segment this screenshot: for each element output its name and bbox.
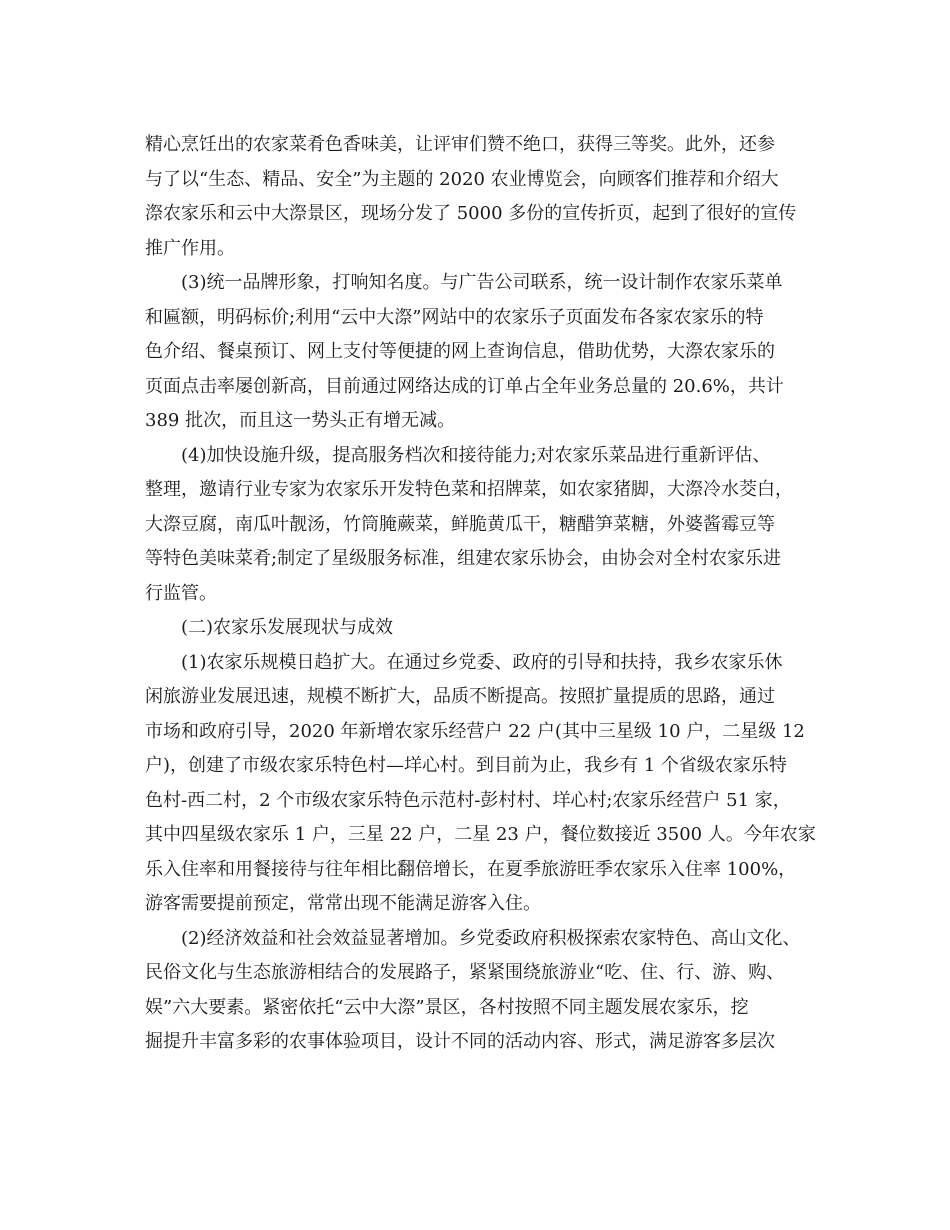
text-line: 其中四星级农家乐 1 户，三星 22 户，二星 23 户，餐位数接近 3500 人。今年农家	[145, 824, 816, 845]
paragraph-facility-upgrade	[145, 439, 805, 612]
text-line: 整理，邀请行业专家为农家乐开发特色菜和招牌菜，如农家猪脚，大漈冷水茭白，	[145, 479, 793, 500]
text-line: 色村-西二村，2 个市级农家乐特色示范村-彭村村、垟心村;农家乐经营户 51 家，	[145, 789, 791, 811]
text-line: 389 批次，而且这一势头正有增无减。	[145, 410, 456, 431]
text-line: (1)农家乐规模日趋扩大。在通过乡党委、政府的引导和扶持，我乡农家乐休	[181, 651, 783, 673]
text-line: 民俗文化与生态旅游相结合的发展路子，紧紧围绕旅游业“吃、住、行、游、购、	[145, 962, 785, 983]
text-line: 推广作用。	[145, 237, 235, 259]
text-line: (4)加快设施升级，提高服务档次和接待能力;对农家乐菜品进行重新评估、	[181, 444, 771, 466]
paragraph-economic-benefits	[145, 922, 805, 1060]
text-line: 页面点击率屡创新高，目前通过网络达成的订单占全年业务总量的 20.6%，共计	[145, 375, 784, 397]
document-body	[145, 128, 816, 1060]
text-line: 市场和政府引导，2020 年新增农家乐经营户 22 户(其中三星级 10 户，二星级 12	[145, 720, 805, 742]
paragraph-scale-expansion	[145, 646, 816, 922]
text-line: (2)经济效益和社会效益显著增加。乡党委政府积极探索农家特色、高山文化、	[181, 927, 801, 949]
text-line: (3)统一品牌形象，打响知名度。与广告公司联系，统一设计制作农家乐菜单	[181, 272, 783, 293]
section-heading	[145, 611, 805, 646]
text-line: 漈农家乐和云中大漈景区，现场分发了 5000 多份的宣传折页，起到了很好的宣传	[145, 203, 797, 224]
heading-text: (二)农家乐发展现状与成效	[181, 617, 394, 638]
text-line: 行监管。	[145, 582, 217, 604]
text-line: 大漈豆腐，南瓜叶靓汤，竹筒腌蕨菜，鲜脆黄瓜干，糖醋笋菜糖，外婆酱霉豆等	[145, 513, 775, 535]
text-line: 等特色美味菜肴;制定了星级服务标准，组建农家乐协会，由协会对全村农家乐进	[145, 548, 782, 569]
paragraph-expo-promotion	[145, 128, 805, 266]
text-line: 乐入住率和用餐接待与往年相比翻倍增长，在夏季旅游旺季农家乐入住率 100%，	[145, 858, 797, 880]
text-line: 闲旅游业发展迅速，规模不断扩大，品质不断提高。按照扩量提质的思路，通过	[145, 686, 775, 707]
paragraph-brand-image	[145, 266, 805, 439]
text-line: 和匾额，明码标价;利用“云中大漈”网站中的农家乐子页面发布各家农家乐的特	[145, 306, 764, 328]
text-line: 掘提升丰富多彩的农事体验项目，设计不同的活动内容、形式，满足游客多层次	[145, 1031, 775, 1052]
text-line: 与了以“生态、精品、安全”为主题的 2020 农业博览会，向顾客们推荐和介绍大	[145, 168, 779, 190]
text-line: 娱”六大要素。紧密依托“云中大漈”景区，各村按照不同主题发展农家乐，挖	[145, 996, 749, 1018]
text-line: 色介绍、餐桌预订、网上支付等便捷的网上查询信息，借助优势，大漈农家乐的	[145, 341, 775, 362]
text-line: 游客需要提前预定，常常出现不能满足游客入住。	[145, 893, 541, 914]
text-line: 户)，创建了市级农家乐特色村—垟心村。到目前为止，我乡有 1 个省级农家乐特	[145, 755, 787, 776]
text-line: 精心烹饪出的农家菜肴色香味美，让评审们赞不绝口，获得三等奖。此外，还参	[145, 134, 775, 155]
